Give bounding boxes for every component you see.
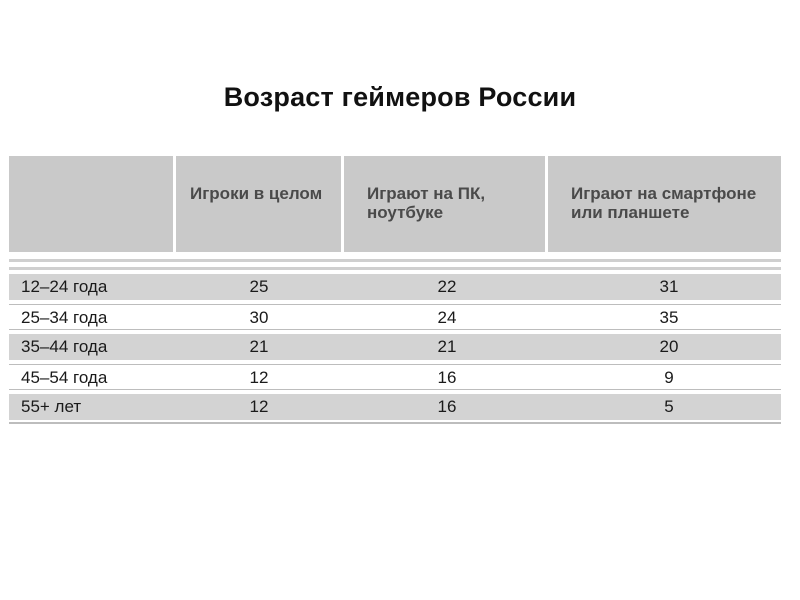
header-divider [173, 156, 176, 252]
row-value-pc: 22 [437, 277, 457, 296]
header-cell-all-players: Игроки в целом [190, 184, 323, 203]
row-value-pc: 16 [437, 368, 457, 387]
page-title: Возраст геймеров России [223, 82, 577, 112]
row-age-label: 45–54 года [21, 368, 108, 387]
row-value-mobile: 9 [664, 368, 674, 387]
table-row [9, 334, 781, 360]
row-age-label: 12–24 года [21, 277, 108, 296]
header-cell-smartphone-tablet: Играют на смартфоне или планшете [571, 184, 757, 222]
header-divider [341, 156, 344, 252]
row-value-all: 12 [249, 368, 269, 387]
row-value-pc: 16 [437, 397, 457, 416]
table-body [9, 274, 781, 424]
row-age-label: 55+ лет [21, 397, 82, 416]
table-row [9, 394, 781, 420]
table-row [9, 364, 781, 390]
row-age-label: 35–44 года [21, 337, 108, 356]
divider-line [9, 267, 781, 270]
row-value-mobile: 5 [664, 397, 674, 416]
row-value-mobile: 20 [659, 337, 679, 356]
row-value-all: 25 [249, 277, 269, 296]
header-cell-age [9, 156, 175, 252]
table-row [9, 274, 781, 300]
divider-line [9, 259, 781, 262]
table-header [9, 156, 781, 252]
gamers-age-table [9, 156, 781, 424]
row-value-mobile: 31 [659, 277, 679, 296]
row-value-pc: 21 [437, 337, 457, 356]
row-value-all: 30 [249, 308, 269, 327]
table-bottom-border [9, 422, 781, 424]
table-row [9, 304, 781, 330]
row-age-label: 25–34 года [21, 308, 108, 327]
row-value-mobile: 35 [659, 308, 679, 327]
row-value-all: 12 [249, 397, 269, 416]
row-value-all: 21 [249, 337, 269, 356]
header-cell-pc-laptop: Играют на ПК, ноутбуке [367, 184, 486, 222]
row-value-pc: 24 [437, 308, 457, 327]
header-divider [545, 156, 548, 252]
